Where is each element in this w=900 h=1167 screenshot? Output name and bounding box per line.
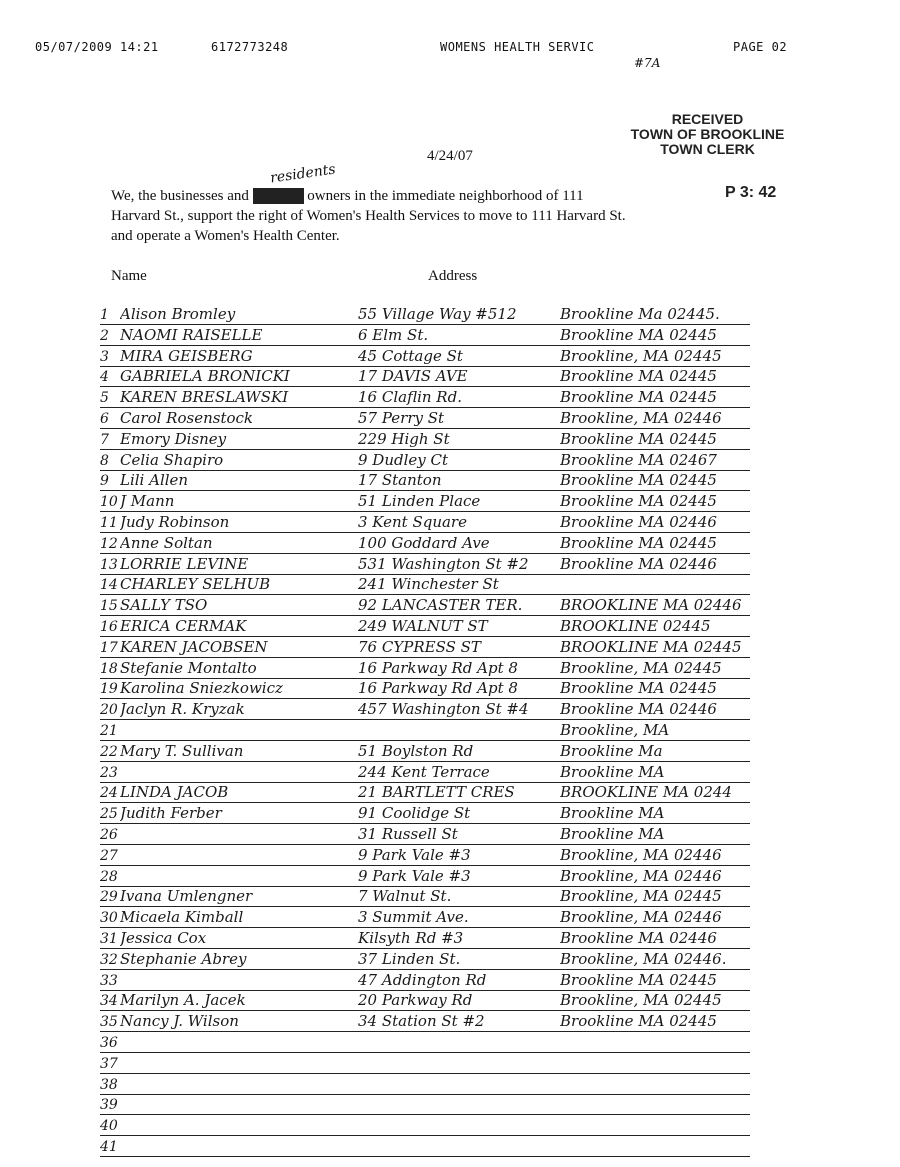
signer-name: Karolina Sniezkowicz: [120, 679, 283, 698]
signer-city: Brookline, MA 02446: [560, 409, 722, 427]
row-number: 22: [100, 743, 118, 760]
signer-address: 37 Linden St.: [358, 949, 461, 968]
row-number: 18: [100, 660, 118, 677]
signer-address: 55 Village Way #512: [358, 305, 517, 323]
column-header-address: Address: [428, 268, 478, 284]
row-number: 39: [100, 1097, 118, 1114]
signer-name: Mary T. Sullivan: [120, 741, 244, 760]
list-item: [100, 448, 750, 471]
row-number: 7: [100, 431, 109, 448]
row-number: 32: [100, 951, 118, 968]
row-number: 14: [100, 577, 118, 594]
list-item: [100, 385, 750, 408]
signer-city: Brookline MA 02445: [560, 492, 717, 511]
signer-address: 17 Stanton: [358, 471, 442, 490]
signer-city: Brookline MA 02445: [560, 1012, 717, 1031]
row-number: 40: [100, 1118, 118, 1135]
row-number: 30: [100, 910, 118, 927]
row-number: 13: [100, 556, 118, 573]
list-item: [100, 1051, 750, 1074]
statement-part-b: owners in the immediate neighborhood of 111 Harvard St., support the right of Women's Health Services to move to 111 Harvard St. and operate a Women's Health Center.: [111, 188, 626, 244]
signer-address: 34 Station St #2: [358, 1012, 485, 1031]
list-item: [100, 344, 750, 367]
list-item: [100, 905, 750, 928]
signer-city: Brookline MA 02445: [560, 679, 717, 698]
signer-address: 76 CYPRESS ST: [358, 637, 481, 656]
signer-city: Brookline MA 02446: [560, 554, 717, 573]
signer-name: CHARLEY SELHUB: [120, 575, 271, 594]
signer-address: 31 Russell St: [358, 825, 458, 843]
signer-city: Brookline, MA 02445: [560, 658, 722, 677]
signer-city: Brookline MA 02445: [560, 325, 717, 344]
signer-name: Lili Allen: [120, 471, 189, 490]
signer-city: Brookline, MA: [560, 721, 670, 739]
row-number: 38: [100, 1076, 118, 1093]
list-item: [100, 364, 750, 387]
stamp-line-1: RECEIVED: [671, 111, 744, 127]
signer-city: Brookline, MA 02446: [560, 908, 722, 927]
signer-name: NAOMI RAISELLE: [120, 325, 263, 344]
signer-address: 9 Park Vale #3: [358, 845, 471, 864]
list-item: [100, 468, 750, 491]
signer-address: 16 Parkway Rd Apt 8: [358, 679, 518, 698]
list-item: [100, 1113, 750, 1136]
row-number: 25: [100, 806, 118, 823]
row-number: 21: [100, 723, 118, 739]
signer-name: KAREN JACOBSEN: [120, 637, 268, 656]
list-item: [100, 531, 750, 554]
row-number: 29: [100, 889, 118, 906]
list-item: [100, 864, 750, 887]
signer-city: Brookline MA: [560, 825, 665, 843]
row-number: 16: [100, 619, 118, 635]
signer-name: Anne Soltan: [120, 533, 213, 552]
signer-city: Brookline MA 02445: [560, 471, 717, 490]
list-item: [100, 1072, 750, 1095]
signer-city: Brookline MA 02445: [560, 970, 717, 989]
signer-city: BROOKLINE MA 02446: [560, 596, 742, 615]
signer-address: 16 Claflin Rd.: [358, 388, 462, 407]
signer-name: Stephanie Abrey: [120, 949, 247, 968]
signer-address: 531 Washington St #2: [358, 554, 529, 573]
list-item: [100, 968, 750, 991]
row-number: 37: [100, 1055, 118, 1072]
list-item: [100, 572, 750, 595]
signer-address: 17 DAVIS AVE: [358, 367, 468, 386]
row-number: 31: [100, 931, 118, 947]
signer-address: 51 Boylston Rd: [358, 741, 474, 760]
signer-address: 47 Addington Rd: [358, 970, 487, 989]
signer-address: 92 LANCASTER TER.: [358, 596, 523, 615]
list-item: [100, 697, 750, 720]
column-header-name: Name: [111, 268, 147, 284]
row-number: 28: [100, 868, 118, 885]
document-date: 4/24/07: [427, 148, 473, 164]
row-number: 4: [100, 369, 109, 386]
list-item: [100, 406, 750, 429]
signer-city: Brookline MA 02446: [560, 700, 717, 719]
signer-name: Carol Rosenstock: [120, 409, 253, 427]
signer-city: Brookline, MA 02445: [560, 346, 722, 365]
list-item: [100, 1030, 750, 1053]
row-number: 12: [100, 535, 118, 552]
signer-address: 51 Linden Place: [358, 492, 481, 511]
signer-city: Brookline MA 02445: [560, 533, 717, 552]
statement-paragraph: [111, 186, 631, 246]
signer-address: 3 Summit Ave.: [358, 908, 469, 927]
list-item: [100, 552, 750, 575]
list-item: [100, 1092, 750, 1115]
signer-name: Judith Ferber: [120, 804, 222, 823]
row-number: 10: [100, 494, 118, 511]
signer-city: Brookline MA 02446: [560, 929, 717, 947]
row-number: 17: [100, 639, 118, 656]
list-item: [100, 427, 750, 450]
row-number: 23: [100, 764, 118, 781]
signer-name: MIRA GEISBERG: [120, 346, 253, 365]
list-item: [100, 593, 750, 616]
signer-name: Judy Robinson: [120, 513, 230, 531]
row-number: 35: [100, 1014, 118, 1031]
signer-address: Kilsyth Rd #3: [358, 929, 464, 947]
signer-address: 249 WALNUT ST: [358, 617, 488, 635]
list-item: [100, 801, 750, 824]
signer-address: 9 Dudley Ct: [358, 450, 449, 469]
signer-name: GABRIELA BRONICKI: [120, 367, 290, 386]
row-number: 8: [100, 452, 109, 469]
signer-city: Brookline MA 02445: [560, 388, 717, 407]
signer-city: BROOKLINE 02445: [560, 617, 711, 635]
signer-address: 20 Parkway Rd: [358, 991, 473, 1010]
signer-name: LORRIE LEVINE: [120, 554, 249, 573]
signer-name: Nancy J. Wilson: [120, 1012, 239, 1031]
list-item: [100, 614, 750, 637]
signer-address: 45 Cottage St: [358, 346, 463, 365]
stamp-line-2: TOWN OF BROOKLINE: [630, 126, 785, 142]
signer-address: 3 Kent Square: [358, 513, 467, 531]
signer-name: SALLY TSO: [120, 596, 208, 615]
signer-city: BROOKLINE MA 02445: [560, 637, 742, 656]
signer-city: Brookline Ma: [560, 741, 663, 760]
row-number: 36: [100, 1035, 118, 1051]
list-item: [100, 739, 750, 762]
struck-word: business: [252, 188, 304, 204]
signer-address: 9 Park Vale #3: [358, 866, 471, 885]
fax-datetime: 05/07/2009 14:21: [35, 40, 159, 54]
row-number: 2: [100, 327, 109, 344]
row-number: 24: [100, 785, 118, 802]
list-item: [100, 676, 750, 699]
list-item: [100, 635, 750, 658]
margin-note: #7A: [634, 56, 661, 70]
signer-address: 241 Winchester St: [358, 575, 499, 594]
signer-city: Brookline MA 02467: [560, 450, 717, 469]
row-number: 26: [100, 827, 118, 843]
row-number: 6: [100, 411, 109, 427]
signer-city: Brookline, MA 02445: [560, 991, 722, 1010]
list-item: [100, 323, 750, 346]
row-number: 20: [100, 702, 118, 719]
list-item: [100, 489, 750, 512]
fax-page: PAGE 02: [733, 40, 788, 54]
row-number: 5: [100, 390, 109, 407]
signer-city: Brookline, MA 02446: [560, 845, 722, 864]
signer-city: Brookline, MA 02445: [560, 887, 722, 906]
signer-address: 16 Parkway Rd Apt 8: [358, 658, 518, 677]
signer-name: ERICA CERMAK: [120, 617, 247, 635]
signer-address: 6 Elm St.: [358, 325, 429, 344]
signer-address: 7 Walnut St.: [358, 887, 452, 906]
stamp-time: P 3: 42: [725, 184, 777, 201]
signer-name: Jessica Cox: [120, 929, 207, 947]
row-number: 41: [100, 1139, 118, 1155]
signer-address: 244 Kent Terrace: [358, 762, 490, 781]
signer-city: Brookline MA 02445: [560, 429, 717, 448]
row-number: 15: [100, 598, 118, 615]
signer-address: 457 Washington St #4: [358, 700, 529, 719]
stamp-line-3: TOWN CLERK: [660, 141, 755, 157]
signer-name: Celia Shapiro: [120, 450, 224, 469]
list-item: [100, 822, 750, 845]
signer-city: Brookline MA 02446: [560, 513, 717, 531]
list-item: [100, 780, 750, 803]
list-item: [100, 1134, 750, 1157]
row-number: 19: [100, 681, 118, 698]
row-number: 1: [100, 307, 109, 323]
list-item: [100, 1009, 750, 1032]
handwritten-insert: residents: [269, 161, 337, 187]
statement-part-a: We, the businesses and: [111, 188, 253, 204]
row-number: 33: [100, 972, 118, 989]
received-stamp: [630, 111, 785, 201]
list-item: [100, 302, 750, 325]
row-number: 3: [100, 348, 109, 365]
signer-name: Alison Bromley: [120, 305, 236, 323]
signer-city: Brookline MA 02445: [560, 367, 717, 386]
list-item: [100, 510, 750, 533]
signer-city: Brookline Ma 02445.: [560, 305, 720, 323]
signer-name: KAREN BRESLAWSKI: [120, 388, 289, 407]
signer-name: Micaela Kimball: [120, 908, 244, 927]
signer-city: BROOKLINE MA 0244: [560, 783, 732, 802]
signer-city: Brookline MA: [560, 762, 665, 781]
signer-name: Marilyn A. Jacek: [120, 991, 246, 1010]
signer-name: Ivana Umlengner: [120, 887, 253, 906]
signer-address: 21 BARTLETT CRES: [358, 783, 515, 802]
list-item: [100, 718, 750, 741]
signer-city: Brookline MA: [560, 804, 665, 823]
row-number: 27: [100, 847, 118, 864]
list-item: [100, 988, 750, 1011]
list-item: [100, 947, 750, 970]
signer-name: Jaclyn R. Kryzak: [120, 700, 245, 719]
row-number: 34: [100, 993, 118, 1010]
row-number: 11: [100, 515, 118, 531]
signer-address: 229 High St: [358, 429, 450, 448]
signer-name: LINDA JACOB: [120, 783, 229, 802]
signer-name: J Mann: [120, 492, 175, 511]
signer-city: Brookline, MA 02446: [560, 866, 722, 885]
signer-city: Brookline, MA 02446.: [560, 949, 727, 968]
fax-sender: WOMENS HEALTH SERVIC: [440, 40, 595, 54]
fax-phone: 6172773248: [211, 40, 289, 54]
signer-address: 100 Goddard Ave: [358, 533, 490, 552]
signer-name: Emory Disney: [120, 429, 227, 448]
list-item: [100, 843, 750, 866]
list-item: [100, 926, 750, 949]
signer-address: 57 Perry St: [358, 409, 445, 427]
signer-name: Stefanie Montalto: [120, 658, 257, 677]
signer-address: 91 Coolidge St: [358, 804, 471, 823]
list-item: [100, 760, 750, 783]
list-item: [100, 656, 750, 679]
row-number: 9: [100, 473, 109, 490]
list-item: [100, 884, 750, 907]
